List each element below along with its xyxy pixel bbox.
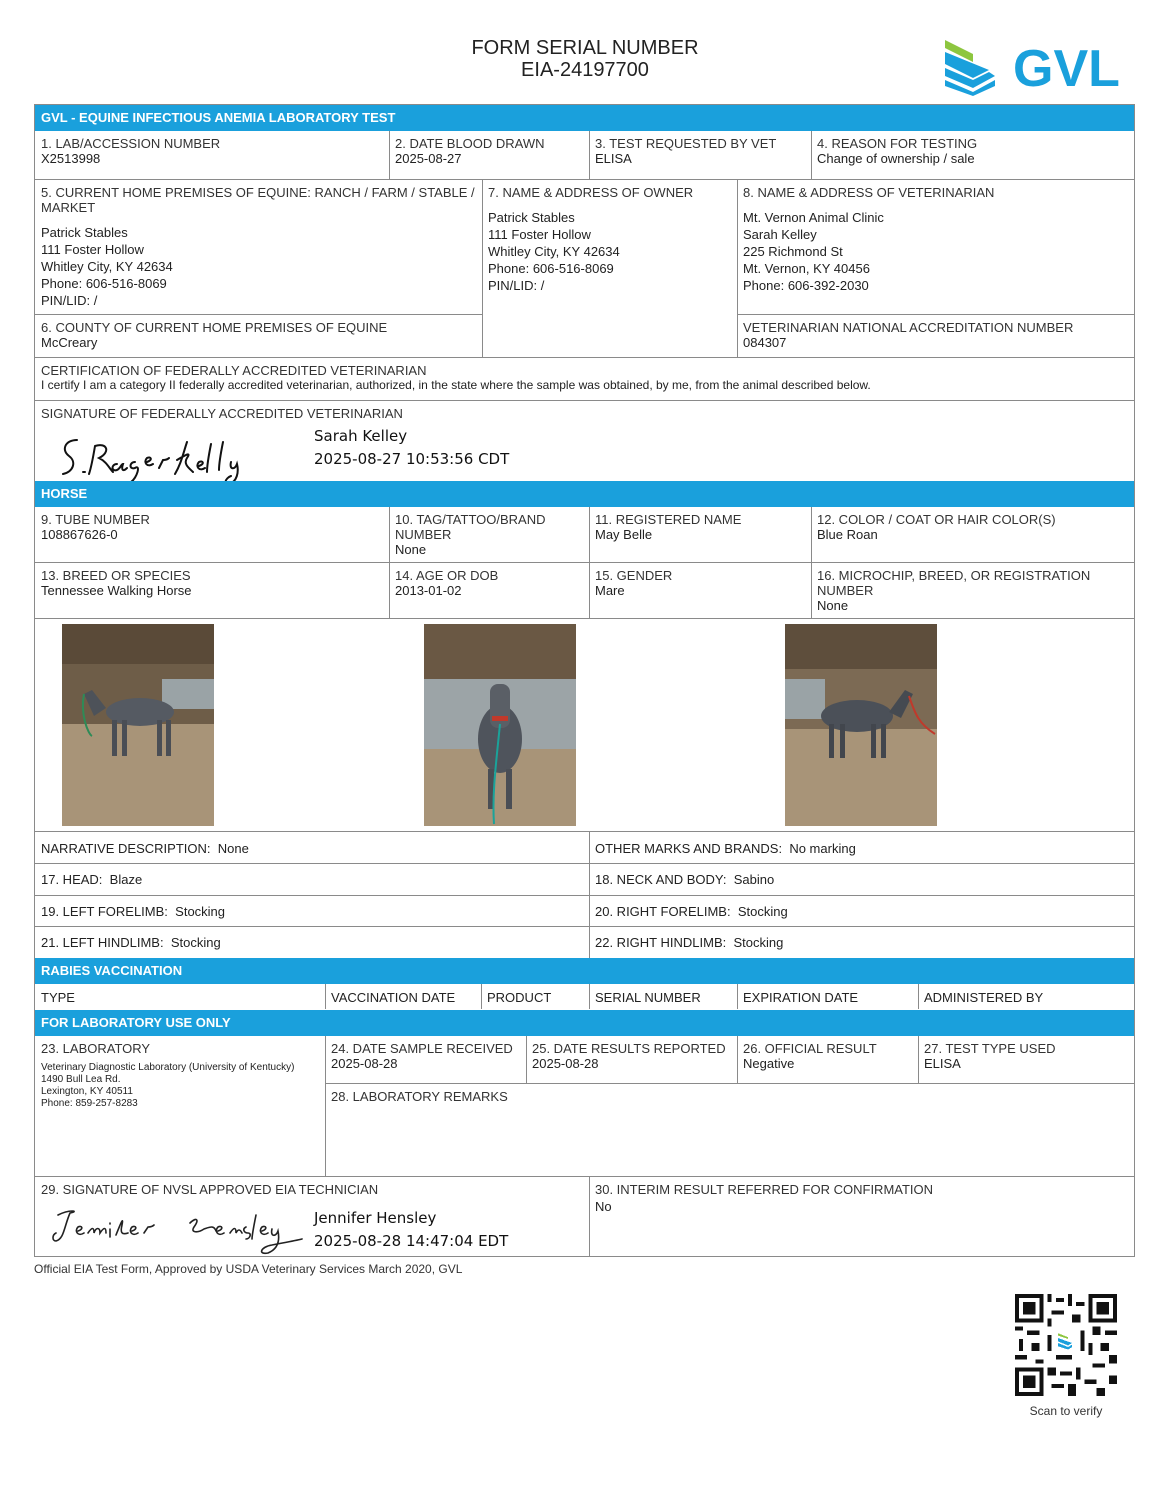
field-value: Change of ownership / sale (817, 151, 975, 166)
field-breed (35, 563, 389, 618)
field-label: 19. LEFT FORELIMB: (41, 904, 168, 919)
field-value: None (217, 841, 249, 856)
field-veterinarian (737, 180, 1134, 314)
field-value: None (395, 542, 427, 557)
field-tube-number (35, 507, 389, 562)
field-left-hindlimb (35, 927, 589, 958)
field-value: 2025-08-27 (395, 151, 462, 166)
form-serial-label: FORM SERIAL NUMBER (471, 37, 699, 59)
field-date-sample-received (325, 1036, 526, 1083)
field-value: May Belle (595, 527, 653, 542)
field-age-dob (389, 563, 589, 618)
field-value: 2025-08-28 (331, 1056, 398, 1071)
field-label: 1. LAB/ACCESSION NUMBER (41, 136, 221, 151)
field-value: Sabino (733, 872, 775, 887)
field-label: 11. REGISTERED NAME (595, 512, 742, 527)
field-laboratory (35, 1036, 325, 1176)
field-value: 2025-08-28 (532, 1056, 599, 1071)
field-color (811, 507, 1134, 562)
field-registered-name (589, 507, 811, 562)
field-value: None (817, 598, 849, 613)
field-label: 17. HEAD: (41, 872, 103, 887)
field-label: 10. TAG/TATTOO/BRAND NUMBER (395, 512, 546, 542)
footer-approval-note: Official EIA Test Form, Approved by USDA Veterinary Services March 2020, GVL (34, 1262, 463, 1276)
lab-address-line: Veterinary Diagnostic Laboratory (University of Kentucky) (41, 1062, 295, 1073)
field-value: 084307 (743, 335, 787, 350)
field-label: 9. TUBE NUMBER (41, 512, 150, 527)
field-label: 12. COLOR / COAT OR HAIR COLOR(S) (817, 512, 1056, 527)
address-line: Patrick Stables (488, 210, 575, 225)
field-test-requested (589, 131, 811, 179)
address-line: PIN/LID: / (41, 293, 98, 308)
field-value: ELISA (924, 1056, 961, 1071)
field-value: Stocking (733, 935, 784, 950)
field-value: Mare (595, 583, 625, 598)
field-value: ELISA (595, 151, 632, 166)
field-label: 23. LABORATORY (41, 1041, 151, 1056)
address-line: 225 Richmond St (743, 244, 843, 259)
certification-text: I certify I am a category II federally accredited veterinarian, authorized, in the state where the sample was obtained, by me, from the animal described below. (41, 378, 871, 392)
field-label: VETERINARIAN NATIONAL ACCREDITATION NUMBER (743, 320, 1074, 335)
field-label: 21. LEFT HINDLIMB: (41, 935, 164, 950)
field-gender (589, 563, 811, 618)
field-label: 20. RIGHT FORELIMB: (595, 904, 731, 919)
field-lab-accession (35, 131, 389, 179)
field-value: 2013-01-02 (395, 583, 462, 598)
field-value: No marking (789, 841, 856, 856)
rabies-col-type: TYPE (41, 990, 75, 1005)
field-label: 26. OFFICIAL RESULT (743, 1041, 877, 1056)
field-label: 16. MICROCHIP, BREED, OR REGISTRATION NUMBER (817, 568, 1091, 598)
section-title-lab-test: GVL - EQUINE INFECTIOUS ANEMIA LABORATORY TEST (35, 105, 1134, 131)
form-serial-number: EIA-24197700 (521, 59, 649, 81)
field-label: 18. NECK AND BODY: (595, 872, 727, 887)
address-line: Phone: 606-516-8069 (41, 276, 167, 291)
field-left-forelimb (35, 896, 589, 927)
section-title-horse: HORSE (35, 481, 1134, 507)
field-value: 108867626-0 (41, 527, 118, 542)
field-label: 6. COUNTY OF CURRENT HOME PREMISES OF EQUINE (41, 320, 388, 335)
gvl-logo-mark-icon (945, 40, 995, 96)
verify-qr-code-icon[interactable] (1015, 1294, 1117, 1396)
field-neck-body (589, 864, 1134, 895)
field-label: 2. DATE BLOOD DRAWN (395, 136, 545, 151)
address-line: Whitley City, KY 42634 (488, 244, 620, 259)
field-label: SIGNATURE OF FEDERALLY ACCREDITED VETERINARIAN (41, 406, 403, 421)
address-line: Sarah Kelley (743, 227, 817, 242)
horse-photo-right-side (785, 624, 937, 826)
field-label: 4. REASON FOR TESTING (817, 136, 978, 151)
section-title-rabies: RABIES VACCINATION (35, 958, 1134, 984)
field-accreditation-number (737, 315, 1134, 357)
field-label: 8. NAME & ADDRESS OF VETERINARIAN (743, 185, 995, 200)
vet-signature-name: Sarah Kelley (314, 427, 408, 445)
field-date-results-reported (526, 1036, 737, 1083)
field-county (35, 315, 482, 357)
field-label: 14. AGE OR DOB (395, 568, 499, 583)
rabies-col-vaccination-date: VACCINATION DATE (331, 990, 456, 1005)
field-value: Stocking (175, 904, 226, 919)
field-value: Blue Roan (817, 527, 878, 542)
section-title-lab-use: FOR LABORATORY USE ONLY (35, 1010, 1134, 1036)
field-test-type-used (918, 1036, 1134, 1083)
address-line: 111 Foster Hollow (41, 242, 144, 257)
horse-photo-front (424, 624, 576, 826)
field-label: 13. BREED OR SPECIES (41, 568, 191, 583)
lab-address-line: 1490 Bull Lea Rd. (41, 1074, 121, 1085)
field-value: Negative (743, 1056, 795, 1071)
field-official-result (737, 1036, 918, 1083)
field-owner (482, 180, 737, 356)
field-other-marks (589, 832, 1134, 863)
address-line: Whitley City, KY 42634 (41, 259, 173, 274)
technician-signature-name: Jennifer Hensley (314, 1209, 437, 1227)
field-value: McCreary (41, 335, 98, 350)
field-label: 28. LABORATORY REMARKS (331, 1089, 508, 1104)
address-line: Patrick Stables (41, 225, 128, 240)
rabies-col-product: PRODUCT (487, 990, 552, 1005)
address-line: Phone: 606-392-2030 (743, 278, 869, 293)
field-microchip (811, 563, 1134, 618)
field-right-forelimb (589, 896, 1134, 927)
field-tag-tattoo-brand (389, 507, 589, 562)
field-value: No (595, 1199, 612, 1214)
field-laboratory-remarks (325, 1084, 1134, 1176)
field-label: NARRATIVE DESCRIPTION: (41, 841, 211, 856)
lab-address-line: Lexington, KY 40511 (41, 1086, 133, 1097)
scan-to-verify-label: Scan to verify (1029, 1404, 1103, 1418)
field-right-hindlimb (589, 927, 1134, 958)
field-label: 7. NAME & ADDRESS OF OWNER (488, 185, 694, 200)
field-label: OTHER MARKS AND BRANDS: (595, 841, 783, 856)
horse-photo-left-side (62, 624, 214, 826)
field-home-premises (35, 180, 482, 314)
field-value: Tennessee Walking Horse (41, 583, 192, 598)
field-date-blood-drawn (389, 131, 589, 179)
address-line: Phone: 606-516-8069 (488, 261, 614, 276)
rabies-col-administered-by: ADMINISTERED BY (924, 990, 1044, 1005)
gvl-logo-text: GVL (1013, 40, 1120, 96)
field-label: 15. GENDER (595, 568, 673, 583)
address-line: PIN/LID: / (488, 278, 545, 293)
field-label: 27. TEST TYPE USED (924, 1041, 1056, 1056)
field-label: 22. RIGHT HINDLIMB: (595, 935, 727, 950)
field-label: 29. SIGNATURE OF NVSL APPROVED EIA TECHNICIAN (41, 1182, 379, 1197)
rabies-col-serial-number: SERIAL NUMBER (595, 990, 701, 1005)
field-label: 3. TEST REQUESTED BY VET (595, 136, 777, 151)
field-value: Blaze (109, 872, 143, 887)
address-line: 111 Foster Hollow (488, 227, 591, 242)
gvl-logo (943, 36, 1137, 96)
field-label: 25. DATE RESULTS REPORTED (532, 1041, 726, 1056)
field-reason-for-testing (811, 131, 1134, 179)
technician-signature-image (50, 1205, 305, 1257)
vet-signature-timestamp: 2025-08-27 10:53:56 CDT (314, 450, 510, 468)
field-certification (35, 358, 1134, 400)
field-value: Stocking (170, 935, 221, 950)
field-label: 24. DATE SAMPLE RECEIVED (331, 1041, 513, 1056)
rabies-col-expiration-date: EXPIRATION DATE (743, 990, 859, 1005)
vet-signature-script: S. Roger Kelly (55, 428, 62, 429)
field-narrative (35, 832, 589, 863)
field-label: CERTIFICATION OF FEDERALLY ACCREDITED VETERINARIAN (41, 363, 427, 378)
field-label: 30. INTERIM RESULT REFERRED FOR CONFIRMATION (595, 1182, 934, 1197)
vet-signature-block (314, 425, 509, 471)
field-label: 5. CURRENT HOME PREMISES OF EQUINE: RANCH / FARM / STABLE / MARKET (41, 185, 475, 215)
address-line: Mt. Vernon Animal Clinic (743, 210, 884, 225)
field-value: Stocking (737, 904, 788, 919)
lab-address-line: Phone: 859-257-8283 (41, 1098, 138, 1109)
address-line: Mt. Vernon, KY 40456 (743, 261, 870, 276)
field-head (35, 864, 589, 895)
field-value: X2513998 (41, 151, 101, 166)
technician-signature-block (314, 1207, 508, 1253)
technician-signature-script: Jennifer Hensley (50, 1205, 58, 1206)
technician-signature-timestamp: 2025-08-28 14:47:04 EDT (314, 1232, 509, 1250)
field-interim-result (589, 1177, 1134, 1256)
